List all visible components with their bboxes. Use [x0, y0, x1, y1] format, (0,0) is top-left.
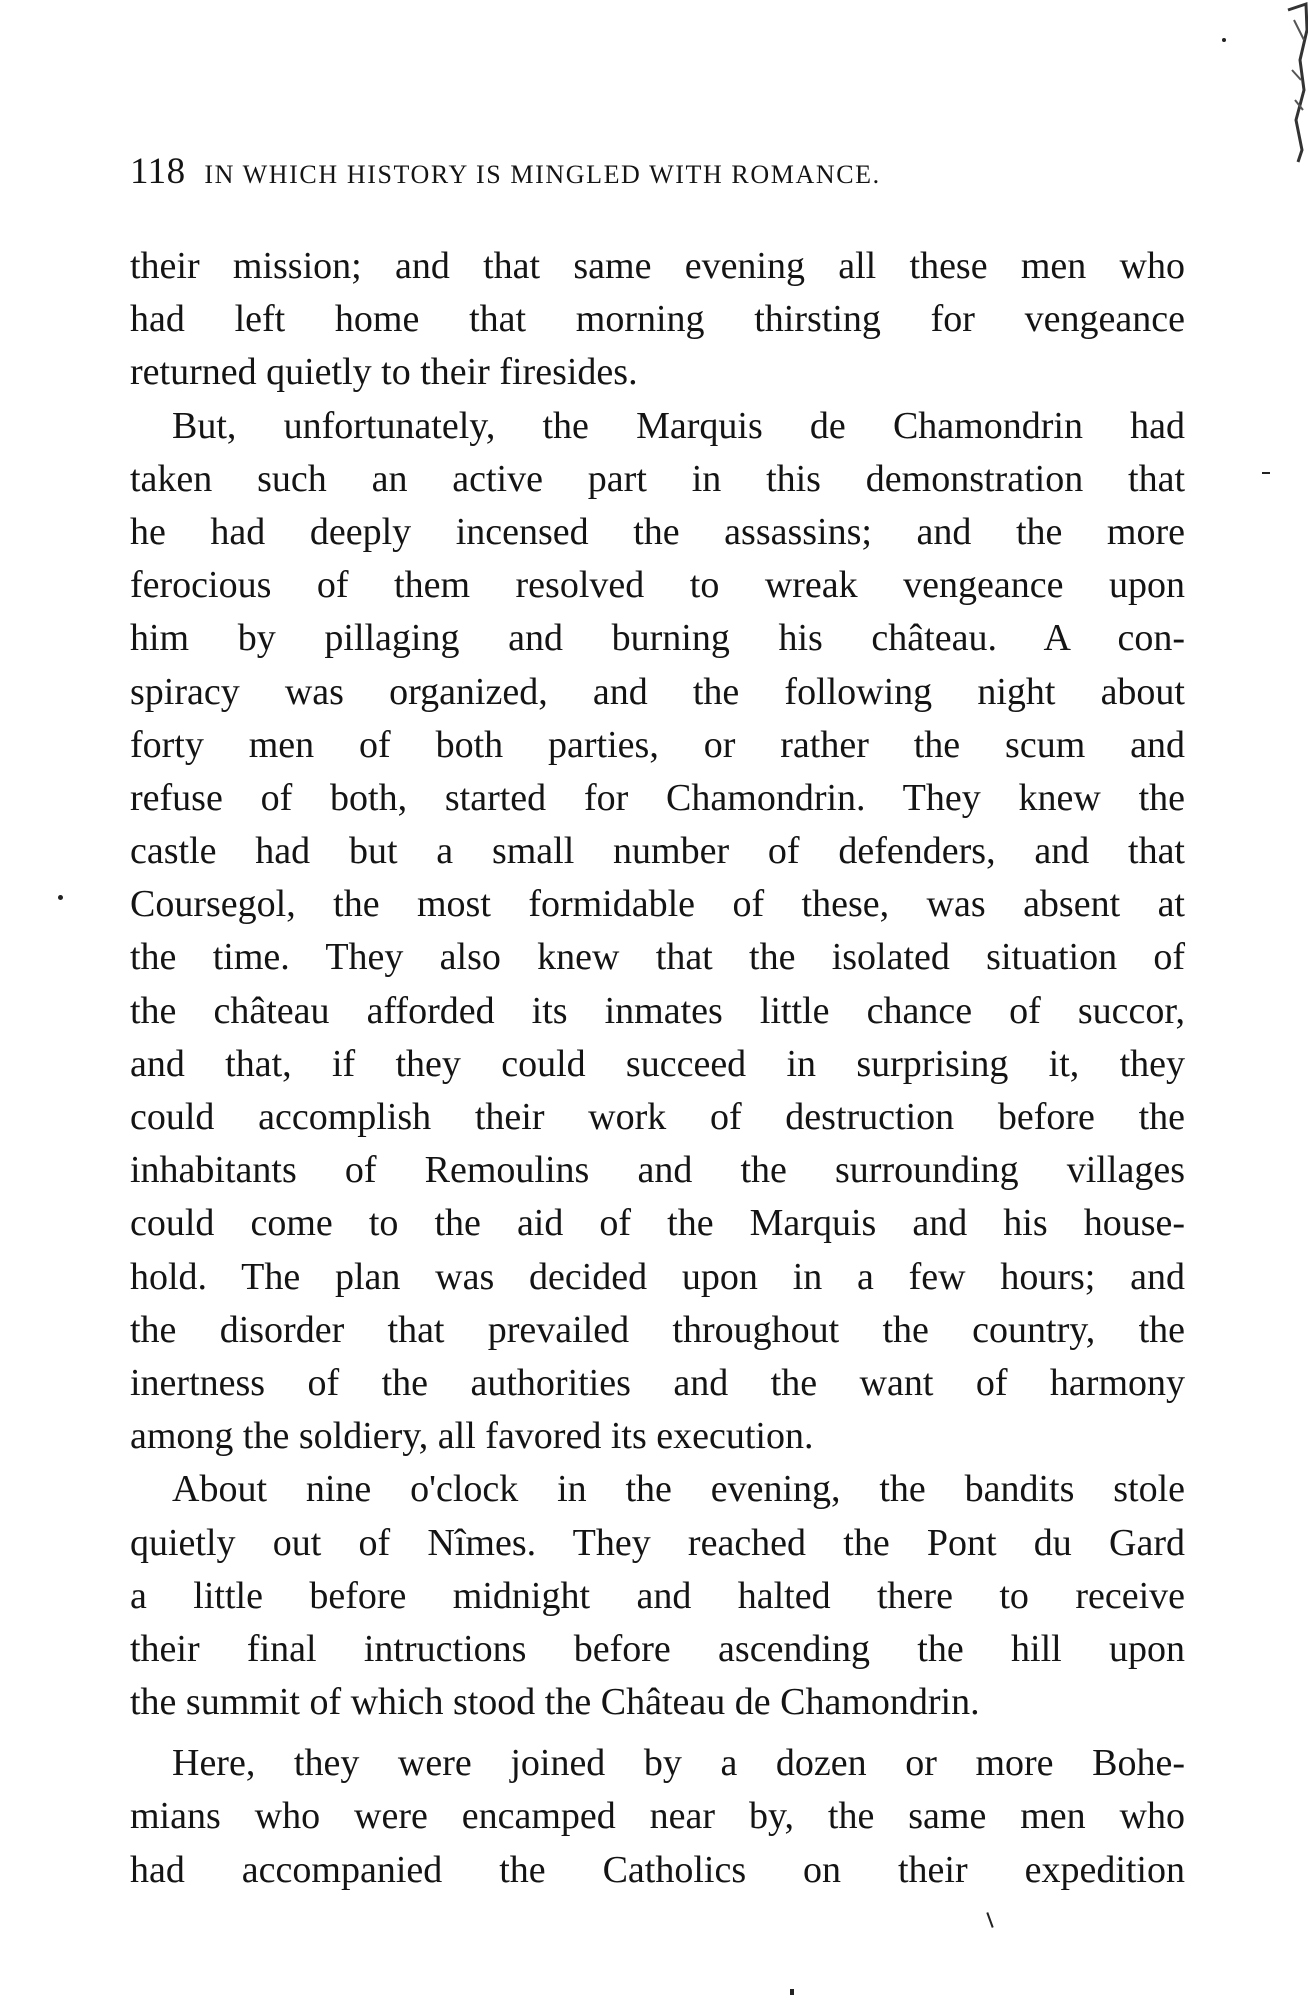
ink-speck: [58, 895, 63, 900]
text-line: inhabitants of Remoulins and the surrounding villages: [130, 1149, 1185, 1192]
text-line: inertness of the authorities and the want of harmony: [130, 1361, 1185, 1404]
text-line: the summit of which stood the Château de Chamondrin.: [130, 1681, 980, 1724]
text-line: castle had but a small number of defenders, and that: [130, 830, 1185, 873]
text-line: Coursegol, the most formidable of these, was absent at: [130, 883, 1185, 926]
text-line: About nine o'clock in the evening, the bandits stole: [172, 1468, 1185, 1511]
body-text: [130, 240, 1185, 1897]
text-line: and that, if they could succeed in surprising it, they: [130, 1042, 1185, 1085]
running-head: [130, 150, 881, 193]
text-line: the château afforded its inmates little chance of succor,: [130, 989, 1185, 1032]
text-line: their final intructions before ascending the hill upon: [130, 1627, 1185, 1670]
text-line: had accompanied the Catholics on their expedition: [130, 1848, 1185, 1891]
text-line: had left home that morning thirsting for vengeance: [130, 298, 1185, 341]
text-line: Here, they were joined by a dozen or more Bohe-: [172, 1742, 1185, 1785]
text-line: their mission; and that same evening all these men who: [130, 245, 1185, 287]
running-title: IN WHICH HISTORY IS MINGLED WITH ROMANCE.: [204, 160, 881, 189]
text-line: forty men of both parties, or rather the scum and: [130, 723, 1185, 766]
ink-speck: [1222, 38, 1226, 42]
paragraph: [130, 1737, 1185, 1897]
scan-edge-artifact: [1286, 0, 1308, 165]
text-line: among the soldiery, all favored its execution.: [130, 1415, 814, 1458]
text-line: could come to the aid of the Marquis and his house-: [130, 1202, 1185, 1245]
text-line: the disorder that prevailed throughout the country, the: [130, 1308, 1185, 1351]
text-line: quietly out of Nîmes. They reached the Pont du Gard: [130, 1521, 1185, 1564]
page-number: 118: [130, 151, 186, 192]
ink-speck: [986, 1912, 993, 1928]
text-line: the time. They also knew that the isolated situation of: [130, 936, 1185, 979]
text-line: he had deeply incensed the assassins; and the more: [130, 510, 1185, 553]
ink-speck: [1262, 472, 1270, 474]
text-line: ferocious of them resolved to wreak vengeance upon: [130, 564, 1185, 607]
text-line: him by pillaging and burning his château. A con-: [130, 617, 1185, 660]
paragraph: [130, 240, 1185, 400]
text-line: returned quietly to their firesides.: [130, 351, 638, 394]
paragraph: [130, 400, 1185, 1464]
text-line: could accomplish their work of destruction before the: [130, 1096, 1185, 1138]
text-line: refuse of both, started for Chamondrin. They knew the: [130, 776, 1185, 819]
text-line: But, unfortunately, the Marquis de Chamondrin had: [172, 404, 1185, 447]
text-line: mians who were encamped near by, the same men who: [130, 1795, 1185, 1838]
text-line: spiracy was organized, and the following night about: [130, 670, 1185, 713]
paragraph: [130, 1463, 1185, 1729]
ink-speck: [790, 1989, 794, 1995]
text-line: taken such an active part in this demonstration that: [130, 457, 1185, 500]
text-line: hold. The plan was decided upon in a few hours; and: [130, 1255, 1185, 1298]
text-line: a little before midnight and halted there to receive: [130, 1574, 1185, 1617]
